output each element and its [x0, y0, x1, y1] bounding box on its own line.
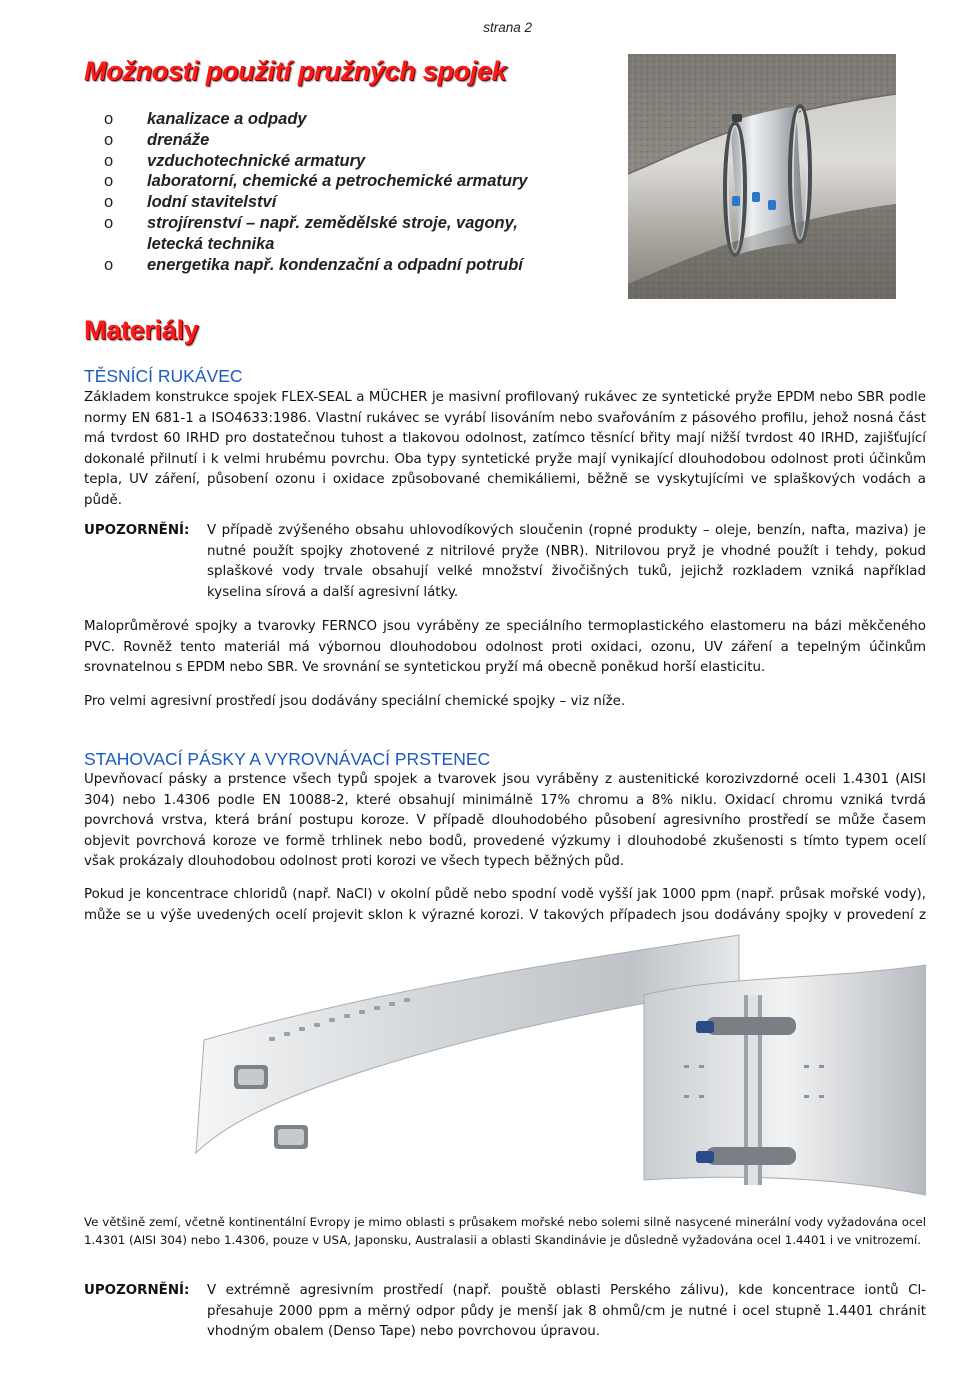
page-number: strana 2: [483, 20, 532, 35]
list-item: o energetika např. kondenzační a odpadní potrubí: [104, 255, 523, 274]
list-item: o laboratorní, chemické a petrochemické armatury: [104, 172, 528, 191]
bullet: o: [104, 193, 114, 212]
bullet: o: [104, 172, 114, 191]
bands-paragraph-1: Upevňovací pásky a prstence všech typů spojek a tvarovek jsou vyráběny z austenitické korozivzdorné oceli 1.4301 (AISI 304) nebo 1.4306 podle EN 10088-2, které obsahují minimálně 17% chromu a 8% niklu. Oxidací chromu vzniká tvrdá povrchová vrstva, která brání postupu koroze. V případě dlouhodobého působení agresivního prostředí se může časem objevit povrchová koroze ve formě trhlinek nebo bodů, provedené výzkumy i dlouhodobé zkušenosti s tímto typem ocelí však prokázaly dlouhodobou odolnost proti korozi ve všech typech běžných půd.: [84, 772, 926, 870]
clamp-bands-photo: [84, 925, 926, 1200]
list-item: o kanalizace a odpady: [104, 110, 307, 128]
list-item: o drenáže: [104, 130, 210, 149]
bands-paragraph-2: Pokud je koncentrace chloridů (např. NaCl) v okolní půdě nebo spodní vodě vyšší jak 1000 ppm (např. průsak mořské vody), může se u výše uvedených ocelí projevit sklon k výrazné korozi. V takových případech jsou dodávány spojky v provedení z: [84, 887, 926, 923]
list-item: o vzduchotechnické armatury: [104, 151, 366, 170]
sealing-sleeve-title: TĚSNÍCÍ RUKÁVEC: [84, 366, 243, 386]
usage-title: Možnosti použití pružných spojek: [84, 56, 507, 86]
bullet: o: [104, 151, 114, 170]
bands-title: STAHOVACÍ PÁSKY A VYROVNÁVACÍ PRSTENEC: [84, 749, 491, 769]
fernco-paragraph: Maloprůměrové spojky a tvarovky FERNCO jsou vyráběny ze speciálního termoplastického elastomeru na bázi měkčeného PVC. Rovněž tento materiál má výbornou dlouhodobou odolnost proti oxidaci, ozonu, UV záření a tepelným účinkům srovnatelnou s EPDM nebo SBR. Ve srovnání se syntetickou pryží má obecně poněkud horší elasticitu.: [84, 619, 926, 676]
list-item-text: strojírenství – např. zemědělské stroje, vagony,: [147, 213, 518, 232]
list-item: [104, 213, 624, 255]
list-item: o lodní stavitelství: [104, 193, 277, 212]
usage-list: [104, 109, 624, 275]
bullet: o: [104, 255, 114, 274]
sealing-paragraph: Základem konstrukce spojek FLEX-SEAL a MÜCHER je masivní profilovaný rukávec ze syntetické pryže EPDM nebo SBR podle normy EN 681-1 a ISO4633:1986. Vlastní rukávec se vyrábí lisováním nebo svařováním z pásového profilu, jehož nosná část má tvrdost 60 IRHD pro dostatečnou tuhost a tlakovou odolnost, zatímco těsnící břity mají nižší tvrdost 40 IRHD, zajišťující dokonalé přilnutí i k velmi hrubému povrchu. Oba typy syntetické pryže mají vynikající dlouhodobou odolnost proti účinkům tepla, UV záření, působení ozonu i oxidace způsobované chemikáliemi, běžně se vyskytujícími ve splaškových vodách a půdě.: [84, 390, 926, 508]
bullet: o: [104, 110, 114, 128]
warning-label: UPOZORNĚNÍ:: [84, 1283, 190, 1298]
warning-text: V případě zvýšeného obsahu uhlovodíkových sloučenin (ropné produkty – oleje, benzín, nafta, maziva) je nutné použít spojky zhotovené z nitrilové pryže (NBR). Nitrilovou pryž je vhodné použít i tehdy, pokud splaškové vody trvale obsahují velké množství živočišných tuků, jejichž rozkladem vzniká například kyselina sírová a další agresivní látky.: [207, 523, 926, 600]
bands-small-paragraph: Ve většině zemí, včetně kontinentální Evropy je mimo oblasti s průsakem mořské nebo solemi silně nasycené minerální vody vyžadována ocel 1.4301 (AISI 304) nebo 1.4306, pouze v USA, Japonsku, Australasii a oblasti Skandinávie je důsledně vyžadována ocel 1.4401 i ve vnitrozemí.: [84, 1215, 926, 1248]
bullet: o: [104, 213, 114, 232]
warning-label: UPOZORNĚNÍ:: [84, 523, 190, 538]
list-item-continuation: letecká technika: [147, 234, 275, 253]
sealing-warning: [84, 521, 926, 605]
materials-title: Materiály: [84, 315, 199, 345]
warning-text: V extrémně agresivním prostředí (např. pouště oblasti Perského zálivu), kde koncentrace iontů Cl- přesahuje 2000 ppm a měrný odpor půdy je menší jak 8 ohmů/cm je nutné i ocel stupně 1.4401 chránit vhodným obalem (Denso Tape) nebo povrchovou úpravou.: [207, 1283, 926, 1340]
aggressive-paragraph: Pro velmi agresivní prostředí jsou dodávány speciální chemické spojky – viz níže.: [84, 694, 626, 709]
bullet: o: [104, 130, 114, 149]
pipe-coupling-photo: [628, 54, 896, 299]
bands-warning: [84, 1281, 926, 1345]
